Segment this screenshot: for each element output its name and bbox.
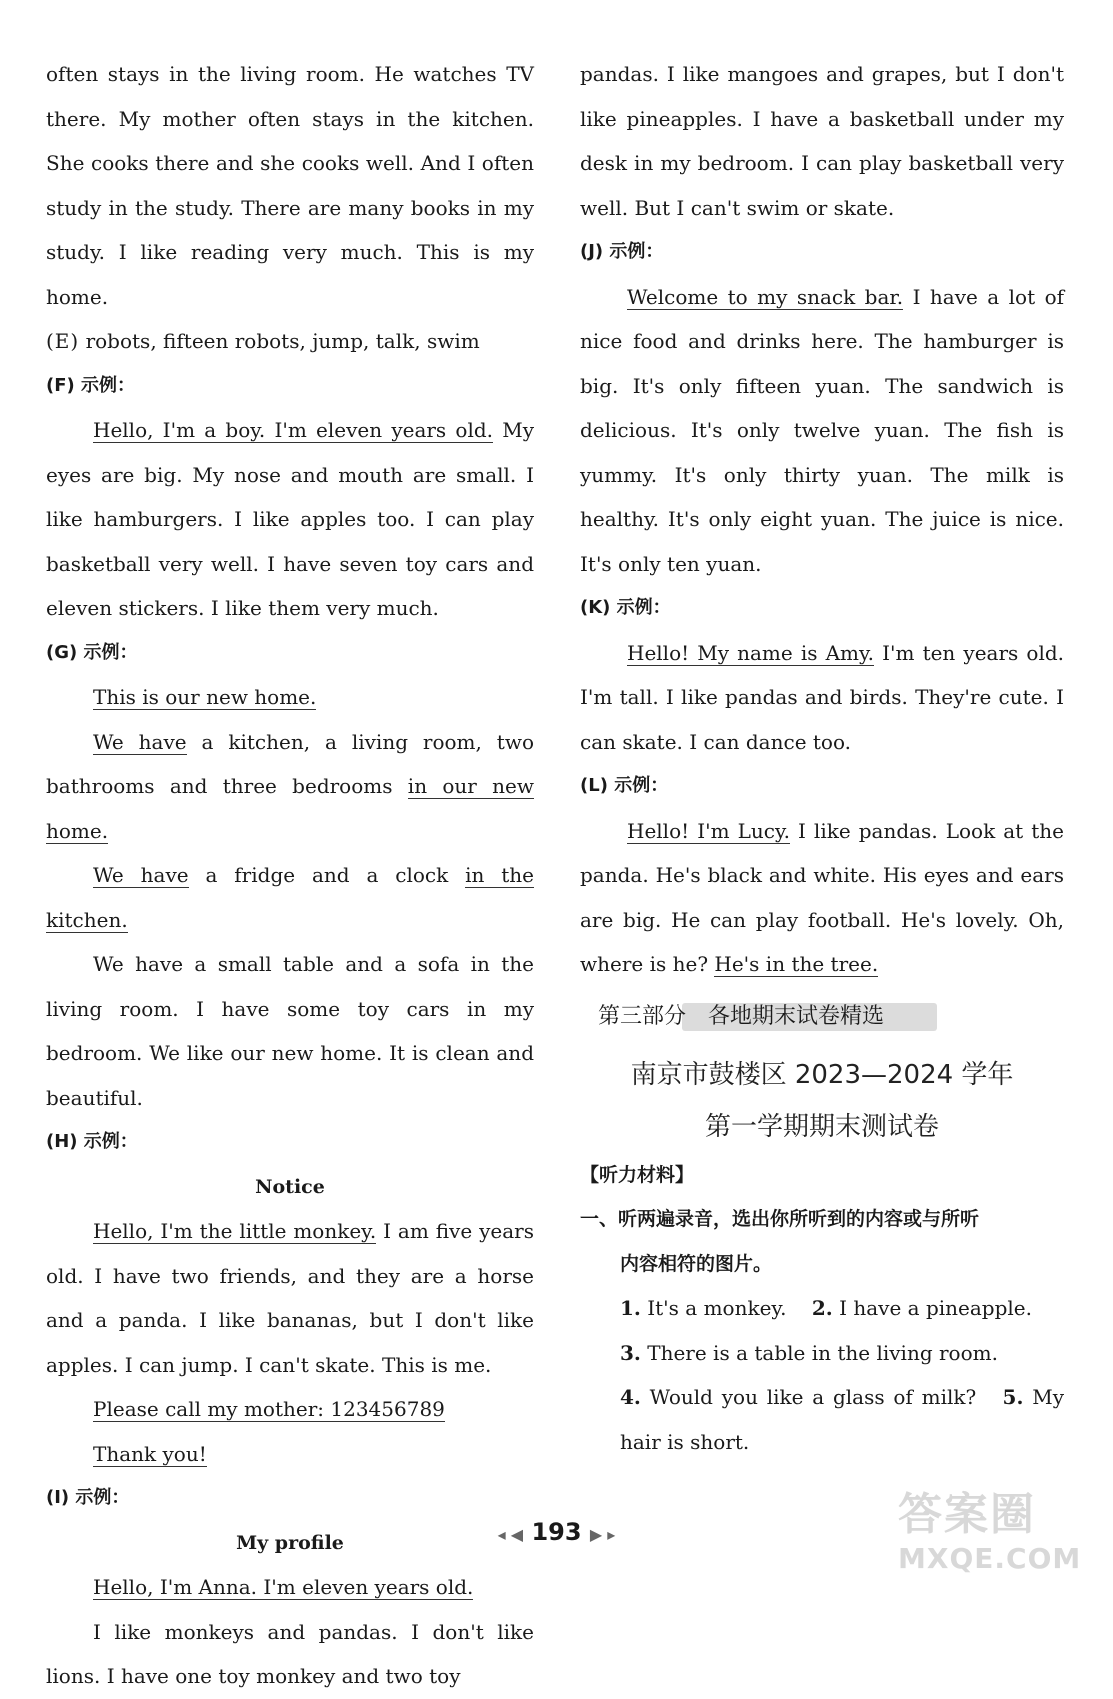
underlined-text: We have [93,863,189,887]
section-label: (E) [46,329,80,353]
profile-title: My profile [236,1531,344,1554]
paragraph [580,809,1064,987]
list-item [580,1375,1064,1464]
page-number: 193 [531,1518,582,1546]
underlined-text: Please call my mother: 123456789 [93,1397,445,1421]
paragraph [580,631,1064,765]
watermark-text: MXQE.COM [898,1542,1082,1575]
text: I'm ten years old. I'm tall. I like pandas and birds. They're cute. I can skate. I can dance too. [580,640,1064,754]
underlined-text: in the kitchen. [46,863,535,932]
underlined-text: Thank you! [93,1441,207,1466]
left-arrow-icon: ◂ ◀ [497,1525,524,1544]
paragraph [46,408,534,631]
text: I am five years old. I have two friends, and they are a horse and a panda. I like bananas, but I don't like apples. I can jump. I can't skate. This is me. [46,1219,534,1377]
underlined-text: in our new home. [46,774,534,843]
section-label: (H) 示例： [46,1131,138,1152]
paragraph [46,1565,534,1610]
underlined-text: We have [93,729,187,754]
answer-text: robots, fifteen robots, jump, talk, swim [85,329,480,353]
question-text: 一、听两遍录音，选出你所听到的内容或与所听 [580,1208,980,1230]
item-text: My hair is short. [620,1385,1064,1454]
underlined-text: Hello, I'm a boy. I'm eleven years old. [93,418,494,442]
item-text: It's a monkey. [640,1296,787,1320]
underlined-text: Hello! I'm Lucy. [627,818,790,843]
underlined-text: This is our new home. [93,685,317,709]
watermark-text: 答案圈 [898,1489,1036,1540]
part-banner [592,995,937,1039]
text: a fridge and a clock [188,863,466,887]
exam-title-line: 南京市鼓楼区 2023—2024 学年 [630,1059,1014,1090]
item-text: There is a table in the living room. [640,1340,998,1365]
paragraph: I like monkeys and pandas. I don't like lions. I have one toy monkey and two toy [46,1619,534,1688]
section-label: (F) 示例： [46,374,136,396]
notice-title: Notice [255,1175,325,1198]
paragraph [46,1209,534,1387]
right-column [580,52,1064,1464]
watermark-logo [898,1478,1098,1590]
paragraph [46,853,534,942]
paragraph [46,675,534,720]
underlined-text: Welcome to my snack bar. [627,284,904,309]
part-title: 第三部分 各地期末试卷精选 [598,1003,885,1029]
text: My eyes are big. My nose and mouth are small. I like hamburgers. I like apples too. I can play basketball very well. I have seven toy cars and eleven stickers. I like them very much. [46,418,535,620]
paragraph [580,275,1064,587]
item-text: I have a pineapple. [832,1296,1032,1320]
paragraph [46,1387,534,1432]
item-number: 5. [1002,1385,1024,1409]
section-label: (K) 示例： [580,597,671,618]
right-arrow-icon: ▶ ▸ [589,1525,616,1544]
left-column [46,52,534,1699]
section-label: (G) 示例： [46,641,138,663]
underlined-text: Hello, I'm Anna. I'm eleven years old. [93,1575,474,1599]
underlined-text: Hello, I'm the little monkey. [93,1219,377,1243]
answer-e [46,319,534,364]
item-number: 2. [811,1296,833,1320]
list-item [580,1286,1064,1331]
listening-heading: 【听力材料】 [580,1163,695,1186]
exam-title-line: 第一学期期末测试卷 [704,1111,939,1142]
paragraph: often stays in the living room. He watches TV there. My mother often stays in the kitchen. She cooks there and she cooks well. And I often study in the study. There are many books in my study. I like reading very much. This is my home. [46,62,534,309]
paragraph [46,1432,534,1477]
paragraph [46,720,534,854]
item-number: 4. [620,1385,641,1409]
item-number: 3. [620,1340,641,1365]
item-number: 1. [620,1296,641,1320]
item-text: Would you like a glass of milk? [640,1385,977,1409]
text: I have a lot of nice food and drinks here. The hamburger is big. It's only fifteen yuan. The sandwich is delicious. It's only twelve yuan. The fish is yummy. It's only thirty yuan. The milk is healthy. It's only eight yuan. The juice is nice. It's only ten yuan. [580,284,1065,576]
paragraph: We have a small table and a sofa in the living room. I have some toy cars in my bedroom. We like our new home. It is clean and beautiful. [46,952,534,1110]
question-heading [580,1197,1064,1286]
list-item [580,1331,1064,1376]
text: a kitchen, a living room, two bathrooms and three bedrooms [46,729,534,798]
section-label: (I) 示例： [46,1487,130,1508]
exam-title [580,1049,1064,1153]
section-label: (L) 示例： [580,775,669,796]
underlined-text: He's in the tree. [714,952,879,976]
paragraph: pandas. I like mangoes and grapes, but I don't like pineapples. I have a basketball under my desk in my bedroom. I can play basketball very well. But I can't swim or skate. [580,62,1064,220]
text: I like pandas. Look at the panda. He's black and white. His eyes and ears are big. He can play football. He's lovely. Oh, where is he? [580,818,1064,976]
question-text: 内容相符的图片。 [620,1252,773,1275]
underlined-text: Hello! My name is Amy. [627,640,874,665]
section-label: (J) 示例： [580,241,664,262]
